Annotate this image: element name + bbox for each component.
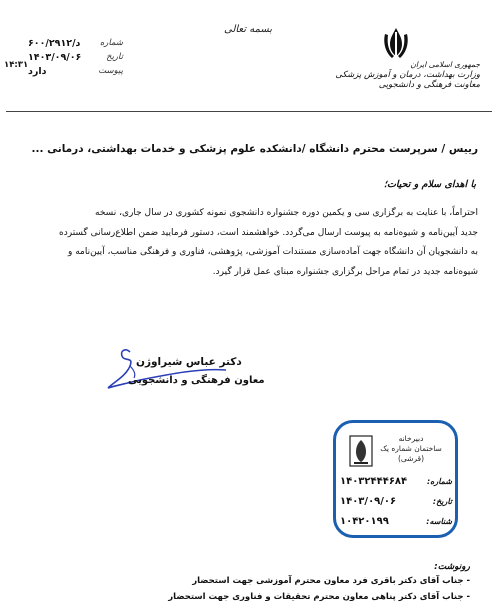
letter-body xyxy=(16,204,478,282)
body-line: احتراماً، با عنایت به برگزاری سی و یکمین دوره جشنواره دانشجوی نمونه کشوری در سال جاری، نسخه xyxy=(95,208,478,218)
cc-item: - جناب آقای دکتر پناهی معاون محترم تحقیقات و فناوری جهت استحضار xyxy=(168,592,470,602)
body-line: به دانشجویان آن دانشگاه جهت آماده‌سازی مستندات آموزشی، پژوهشی، فناوری و فرهنگی مناسب، آیین‌نامه و xyxy=(68,247,478,257)
stamp-office: دبیرخانه xyxy=(398,434,424,443)
stamp-date-row xyxy=(340,496,452,507)
signature-scribble-icon xyxy=(100,344,230,396)
stamp-number-label: شماره: xyxy=(426,477,452,486)
iran-emblem-icon xyxy=(380,26,412,62)
ministry-line-country: جمهوری اسلامی ایران xyxy=(410,60,480,69)
stamp-id-row xyxy=(340,516,452,527)
signatory-name: دکتر عباس شیراوژن xyxy=(136,356,242,368)
header-divider xyxy=(6,111,492,112)
letter-greeting: با اهدای سلام و تحیات؛ xyxy=(383,179,476,190)
stamp-number-row xyxy=(340,476,452,487)
stamp-id-value: ۱۰۴۲۰۱۹۹ xyxy=(340,516,389,527)
signatory-title: معاون فرهنگی و دانشجویی xyxy=(128,375,265,386)
stamp-number-value: ۱۴۰۳۲۴۴۴۶۸۴ xyxy=(340,476,408,487)
university-seal-icon xyxy=(348,434,374,468)
stamp-building: ساختمان شماره یک xyxy=(380,444,442,453)
cc-title: رونوشت: xyxy=(434,562,470,572)
body-line: شیوه‌نامه جدید در تمام مراحل برگزاری جشنواره مبنای عمل قرار گیرد. xyxy=(212,266,478,277)
bismillah-heading: بسمه تعالی xyxy=(224,24,273,35)
meta-number-value: د/۶۰۰/۲۹۱۲ xyxy=(28,37,81,49)
meta-date-label: تاریخ xyxy=(106,52,123,62)
stamp-header xyxy=(376,434,446,464)
meta-attachment-label: پیوست xyxy=(98,66,123,76)
meta-attachment-value: دارد xyxy=(28,65,47,77)
ministry-line-ministry: وزارت بهداشت، درمان و آموزش پزشکی xyxy=(335,70,480,80)
ministry-letterhead xyxy=(330,60,480,90)
stamp-campus: (قرشی) xyxy=(397,454,425,463)
body-line: جدید آیین‌نامه و شیوه‌نامه به پیوست ارسال می‌گردد. خواهشمند است، دستور فرمایید ضمن اطلاع‌رسانی گسترده xyxy=(59,227,478,238)
meta-date-value: ۱۴۰۳/۰۹/۰۶ xyxy=(28,51,82,63)
meta-number-label: شماره xyxy=(99,38,123,48)
stamp-date-value: ۱۴۰۳/۰۹/۰۶ xyxy=(340,496,397,507)
meta-attachment-row xyxy=(28,64,123,78)
timestamp: ۱۴:۳۱ xyxy=(4,60,29,70)
meta-date-row xyxy=(28,50,123,64)
ministry-line-deputy: معاونت فرهنگی و دانشجویی xyxy=(378,80,480,90)
cc-item: - جناب آقای دکتر باقری فرد معاون محترم آموزشی جهت استحضار xyxy=(192,576,470,586)
stamp-id-label: شناسه: xyxy=(426,517,452,526)
letter-recipient: رییس / سرپرست محترم دانشگاه /دانشکده علوم پزشکی و خدمات بهداشتی، درمانی ... xyxy=(31,143,478,155)
letter-meta xyxy=(28,36,123,78)
meta-number-row xyxy=(28,36,123,50)
stamp-date-label: تاریخ: xyxy=(432,497,452,506)
